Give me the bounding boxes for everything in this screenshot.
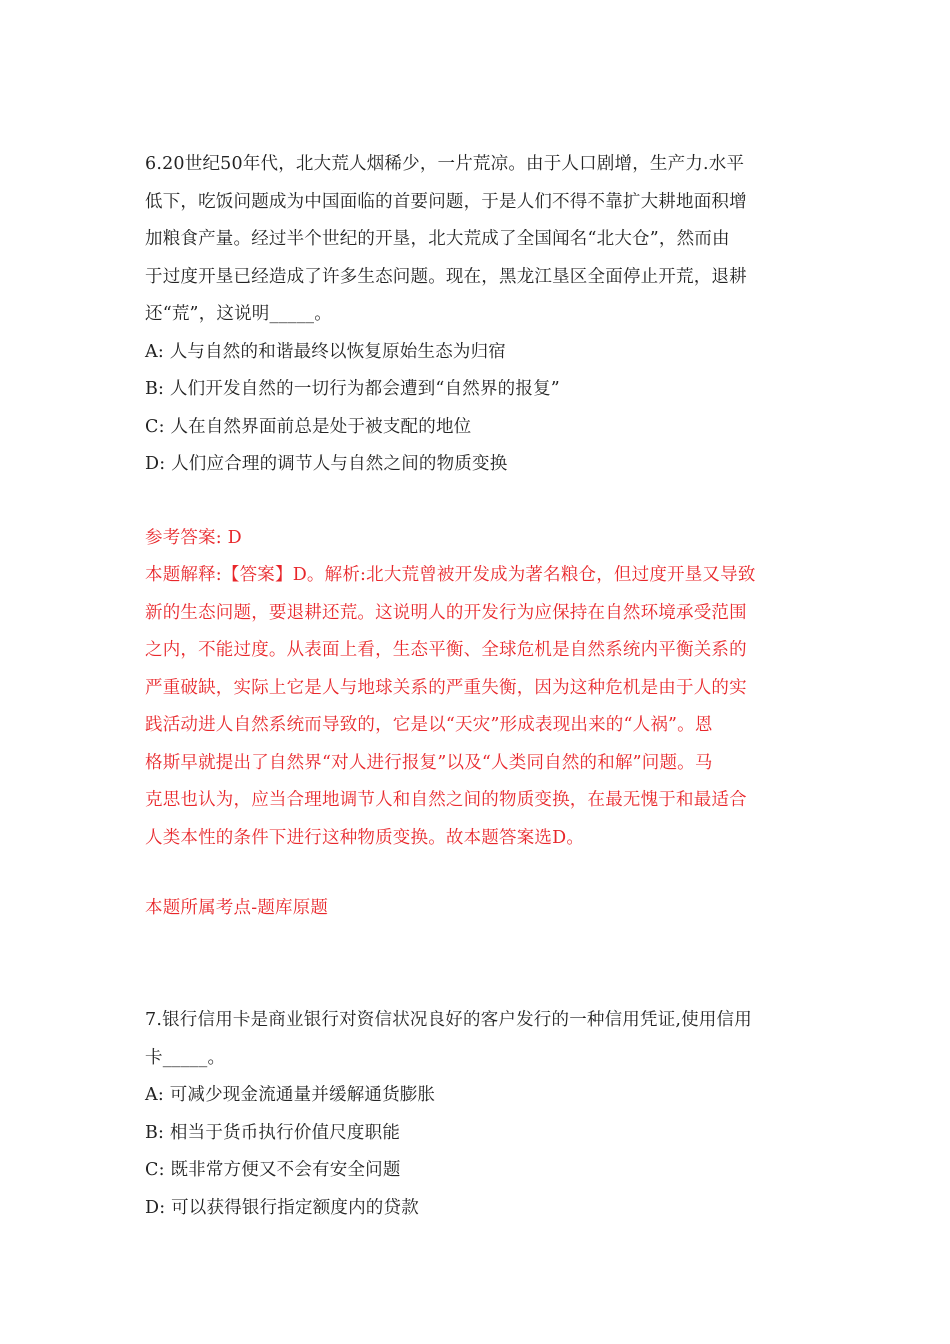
answer-text: 参考答案: D [145, 528, 242, 548]
question-6-stem-line: 还“荒”，这说明_____。 [145, 304, 332, 324]
question-6-explanation [145, 557, 805, 857]
explanation-line: 新的生态问题，要退耕还荒。这说明人的开发行为应保持在自然环境承受范围 [145, 602, 747, 623]
question-7 [145, 1002, 805, 1227]
question-7-option-c: C: 既非常方便又不会有安全问题 [145, 1160, 401, 1180]
question-6 [145, 146, 805, 484]
explanation-line: 克思也认为，应当合理地调节人和自然之间的物质变换，在最无愧于和最适合 [145, 790, 747, 810]
knowledge-point-text: 本题所属考点-题库原题 [145, 898, 329, 918]
question-6-stem-line: 6.20世纪50年代，北大荒人烟稀少，一片荒凉。由于人口剧增，生产力.水平 [145, 154, 745, 174]
explanation-line: 人类本性的条件下进行这种物质变换。故本题答案选D。 [145, 827, 585, 848]
question-7-stem-line: 7.银行信用卡是商业银行对资信状况良好的客户发行的一种信用凭证,使用信用 [145, 1010, 752, 1030]
explanation-line: 践活动进人自然系统而导致的，它是以“天灾”形成表现出来的“人祸”。恩 [145, 715, 713, 735]
question-6-stem-line: 加粮食产量。经过半个世纪的开垦，北大荒成了全国闻名“北大仓”，然而由 [145, 229, 730, 249]
question-7-option-b: B: 相当于货币执行价值尺度职能 [145, 1122, 401, 1143]
question-7-stem-line: 卡_____。 [145, 1047, 226, 1068]
explanation-line: 本题解释:【答案】D。解析:北大荒曾被开发成为著名粮仓，但过度开垦又导致 [145, 565, 756, 585]
explanation-line: 之内，不能过度。从表面上看，生态平衡、全球危机是自然系统内平衡关系的 [145, 640, 747, 660]
explanation-line: 格斯早就提出了自然界“对人进行报复”以及“人类同自然的和解”问题。马 [145, 752, 713, 773]
question-6-stem-line: 于过度开垦已经造成了许多生态问题。现在，黑龙江垦区全面停止开荒，退耕 [145, 266, 747, 287]
question-6-option-a: A: 人与自然的和谐最终以恢复原始生态为归宿 [145, 341, 506, 362]
question-6-stem-line: 低下，吃饭问题成为中国面临的首要问题，于是人们不得不靠扩大耕地面积增 [145, 191, 747, 212]
question-6-answer [145, 520, 805, 558]
question-6-option-b: B: 人们开发自然的一切行为都会遭到“自然界的报复” [145, 379, 560, 399]
question-6-option-c: C: 人在自然界面前总是处于被支配的地位 [145, 416, 472, 437]
question-6-option-d: D: 人们应合理的调节人与自然之间的物质变换 [145, 454, 508, 474]
question-6-knowledge-point [145, 890, 805, 928]
question-7-option-a: A: 可减少现金流通量并缓解通货膨胀 [145, 1085, 436, 1105]
question-7-option-d: D: 可以获得银行指定额度内的贷款 [145, 1197, 419, 1218]
explanation-line: 严重破缺，实际上它是人与地球关系的严重失衡，因为这种危机是由于人的实 [145, 677, 747, 698]
